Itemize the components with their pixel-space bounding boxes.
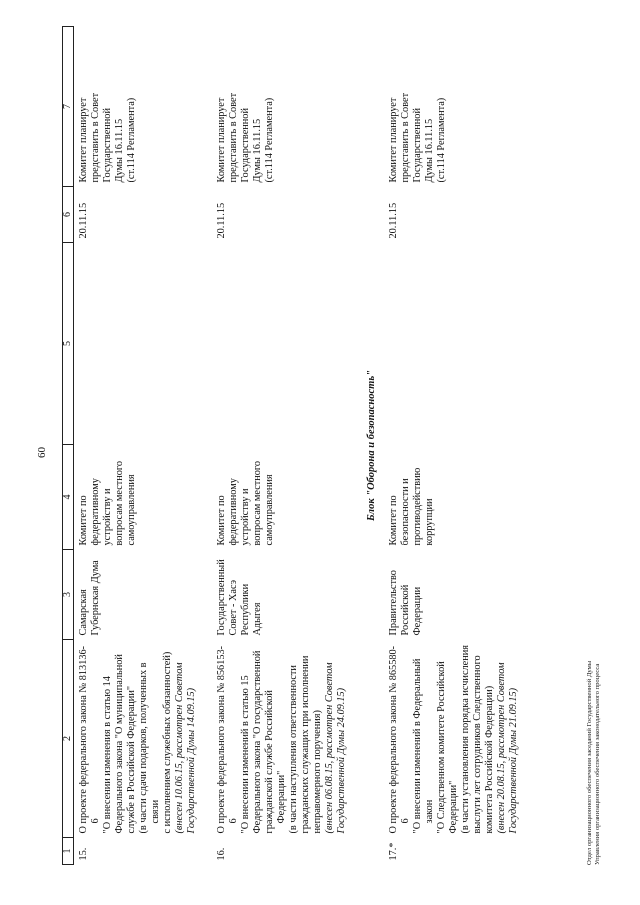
status-line: Думы 16.11.15 (114, 118, 125, 183)
bill-text-line: неправомерного поручения) (312, 710, 323, 834)
committee-line: самоуправления (264, 474, 275, 546)
committee (74, 445, 213, 550)
bill-text-line: гражданской службе Российской Федерации" (264, 690, 287, 834)
block-title: Блок "Оборона и безопасность" (366, 370, 377, 521)
column-header: 4 (63, 445, 74, 550)
initiator (212, 550, 362, 640)
initiator-line: Губернская Дума (90, 560, 101, 636)
initiator (384, 550, 534, 640)
row-number: 15. (78, 847, 89, 861)
column-header: 7 (63, 27, 74, 187)
committee-line: федеративному (228, 478, 239, 546)
status (74, 27, 213, 187)
bill-text-line: "О внесении изменения в статью 14 (102, 676, 113, 834)
table-row (212, 27, 362, 865)
column-5-cell (384, 243, 534, 445)
status-line: (ст.114 Регламента) (264, 97, 275, 183)
footer-line: Отдел организационного обеспечения заседаний Государственной Думы (586, 660, 593, 865)
bill-description (74, 640, 213, 838)
date-cell: 20.11.15 (78, 202, 89, 239)
column-header: 6 (63, 187, 74, 243)
status-line: (ст.114 Регламента) (436, 97, 447, 183)
status-line: представить в Совет (400, 92, 411, 183)
column-header: 5 (63, 243, 74, 445)
column-5-cell (212, 243, 362, 445)
bill-text-line: Федерального закона "О государственной (252, 650, 263, 834)
bill-text-line: гражданских служащих при исполнении (300, 655, 311, 834)
bill-dates-line: Государственной Думы 21.09.15) (508, 687, 519, 834)
committee-line: Комитет по (216, 495, 227, 546)
bill-text-line: службе в Российской Федерации" (126, 685, 137, 834)
committee-line: устройству и (240, 488, 251, 546)
status-line: Комитет планирует (78, 97, 89, 183)
bills-table (62, 26, 534, 865)
bill-dates-line: (внесен 06.08.15, рассмотрен Советом (324, 662, 335, 834)
page-number: 60 (36, 447, 48, 458)
status (212, 27, 362, 187)
committee-line: коррупции (424, 498, 435, 546)
status-line: Государственной (102, 108, 113, 183)
status-line: Думы 16.11.15 (424, 118, 435, 183)
initiator-line: Совет - Хасэ (228, 579, 239, 636)
bill-text-line: О проекте федерального закона № 813136-6 (78, 645, 101, 834)
bill-text-line: Федерации" (448, 780, 459, 834)
committee-line: устройству и (102, 488, 113, 546)
bill-text-line: выслуги лет сотрудников Следственного (472, 655, 483, 834)
status-line: (ст.114 Регламента) (126, 97, 137, 183)
table-row (384, 27, 534, 865)
bill-text-line: О проекте федерального закона № 856153-6 (216, 645, 239, 834)
committee (212, 445, 362, 550)
initiator-line: Самарская (78, 589, 89, 636)
committee (384, 445, 534, 550)
bill-text-line: "О Следственном комитете Российской (436, 661, 447, 834)
committee-line: вопросам местного (252, 460, 263, 546)
bill-text-line: "О внесении изменений в Федеральный закон (412, 658, 435, 834)
status (384, 27, 534, 187)
initiator-line: Республики Адыгея (240, 583, 263, 636)
column-header: 1 (63, 838, 74, 865)
committee-line: Комитет по (78, 495, 89, 546)
status-line: Государственной (240, 108, 251, 183)
table-row (74, 27, 213, 865)
initiator-line: Государственный (216, 559, 227, 636)
bill-text-line: (в части наступления ответственности (288, 665, 299, 834)
bill-text-line: комитета Российской Федерации) (484, 685, 495, 834)
bill-dates-line: (внесен 20.08.15, рассмотрен Советом (496, 662, 507, 834)
committee-line: самоуправления (126, 474, 137, 546)
initiator (74, 550, 213, 640)
row-number: 16. (216, 847, 227, 861)
date-cell: 20.11.15 (388, 202, 399, 239)
status-line: Государственной (412, 108, 423, 183)
initiator-line: Федерации (412, 586, 423, 636)
status-line: Комитет планирует (216, 97, 227, 183)
block-title-row (362, 27, 384, 865)
initiator-line: Российской (400, 584, 411, 636)
footer-line: Управления организационного обеспечения законодательного процесса (594, 663, 601, 865)
status-line: представить в Совет (90, 92, 101, 183)
committee-line: Комитет по (388, 495, 399, 546)
bill-text-line: с исполнением служебных обязанностей) (162, 651, 173, 834)
bill-dates-line: (внесен 10.06.15, рассмотрен Советом (174, 662, 185, 834)
bill-dates-line: Государственной Думы 24.09.15) (336, 687, 347, 834)
bill-text-line: (в части установления порядка исчисления (460, 645, 471, 834)
committee-line: вопросам местного (114, 460, 125, 546)
footer (586, 661, 602, 865)
bill-text-line: О проекте федерального закона № 865580-6 (388, 645, 411, 834)
committee-line: безопасности и (400, 478, 411, 546)
initiator-line: Правительство (388, 570, 399, 636)
bill-description (212, 640, 362, 838)
row-number: 17.* (388, 842, 399, 861)
status-line: Комитет планирует (388, 97, 399, 183)
column-number-header (63, 27, 74, 865)
column-header: 2 (63, 640, 74, 838)
bill-description (384, 640, 534, 838)
column-header: 3 (63, 550, 74, 640)
committee-line: федеративному (90, 478, 101, 546)
column-5-cell (74, 243, 213, 445)
status-line: представить в Совет (228, 92, 239, 183)
status-line: Думы 16.11.15 (252, 118, 263, 183)
bill-dates-line: Государственной Думы 14.09.15) (186, 687, 197, 834)
committee-line: противодействию (412, 467, 423, 546)
date-cell: 20.11.15 (216, 202, 227, 239)
bill-text-line: (в части сдачи подарков, полученных в связи (138, 662, 161, 834)
bill-text-line: Федерального закона "О муниципальной (114, 654, 125, 834)
bill-text-line: "О внесении изменений в статью 15 (240, 675, 251, 834)
